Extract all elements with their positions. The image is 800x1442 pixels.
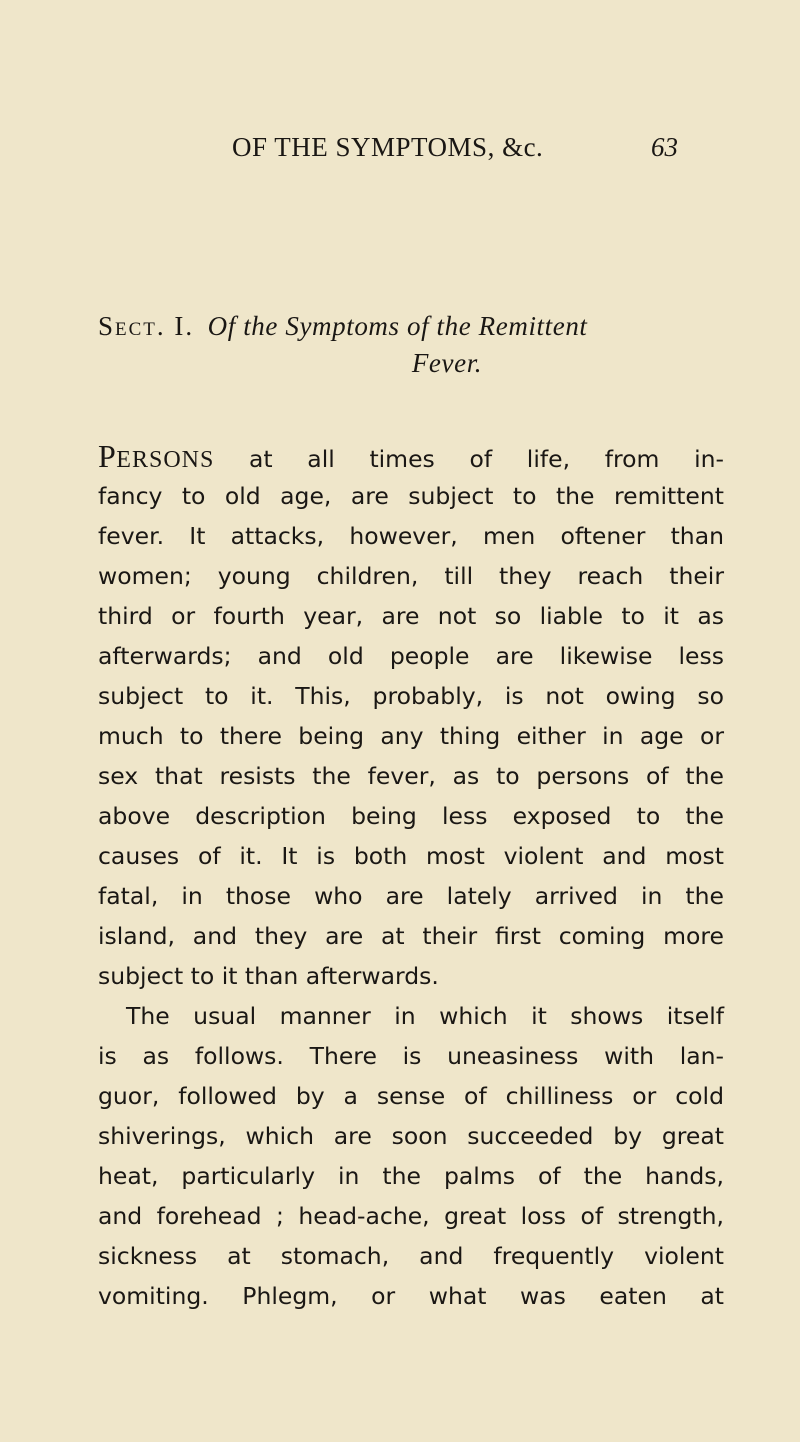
- section-title-continued: Fever.: [411, 348, 483, 378]
- text-line: and forehead ; head-ache, great loss of strength,: [98, 1202, 724, 1230]
- text-line: afterwards; and old people are likewise less: [98, 642, 724, 670]
- text-line: women; young children, till they reach their: [98, 562, 724, 590]
- text-line: fancy to old age, are subject to the remittent: [98, 482, 724, 510]
- text-line: is as follows. There is uneasiness with lan-: [98, 1042, 724, 1070]
- running-title: OF THE SYMPTOMS, &c.: [232, 132, 544, 162]
- section-heading-line-2: [98, 345, 738, 382]
- section-heading-line-1: [98, 308, 738, 345]
- text-line: heat, particularly in the palms of the hands,: [98, 1162, 724, 1190]
- page-number: 63: [651, 132, 678, 162]
- section-heading: [98, 308, 738, 382]
- text-line: sickness at stomach, and frequently violent: [98, 1242, 724, 1270]
- text-line: guor, followed by a sense of chilliness or cold: [98, 1082, 724, 1110]
- text-line: at all times of life, from in-: [214, 445, 724, 473]
- section-title: Of the Symptoms of the Remittent: [207, 311, 588, 341]
- text-line: subject to it than afterwards.: [98, 962, 439, 990]
- text-line: fatal, in those who are lately arrived in the: [98, 882, 724, 910]
- small-caps-word: ERSONS: [116, 447, 215, 473]
- text-line: third or fourth year, are not so liable to it as: [98, 602, 724, 630]
- drop-cap: P: [98, 438, 117, 474]
- text-line: above description being less exposed to the: [98, 802, 724, 830]
- text-line: island, and they are at their first coming more: [98, 922, 724, 950]
- body-text: [98, 436, 724, 1316]
- text-line: The usual manner in which it shows itself: [126, 1002, 724, 1030]
- text-line: subject to it. This, probably, is not owing so: [98, 682, 724, 710]
- text-line: fever. It attacks, however, men oftener than: [98, 522, 724, 550]
- section-label: Sect. I.: [98, 311, 195, 341]
- running-head: [0, 132, 800, 166]
- text-line: causes of it. It is both most violent and most: [98, 842, 724, 870]
- text-line: vomiting. Phlegm, or what was eaten at: [98, 1282, 724, 1310]
- text-line: sex that resists the fever, as to persons of the: [98, 762, 724, 790]
- text-line: much to there being any thing either in age or: [98, 722, 724, 750]
- body-line-1: [98, 436, 724, 476]
- text-line: shiverings, which are soon succeeded by great: [98, 1122, 724, 1150]
